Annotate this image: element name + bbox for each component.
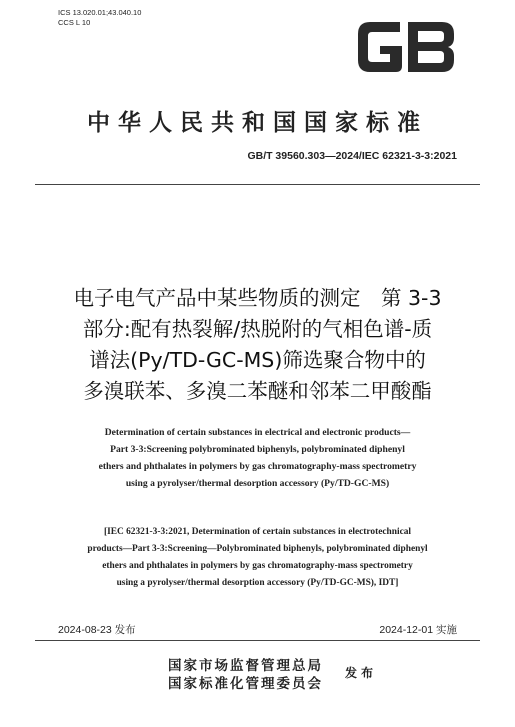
iec-title-line: [IEC 62321-3-3:2021, Determination of certain substances in electrotechnical <box>103 527 412 537</box>
issuer-samr: 国家市场监督管理总局 <box>168 658 323 674</box>
bottom-divider <box>35 640 480 641</box>
standard-number: GB/T 39560.303—2024/IEC 62321-3-3:2021 <box>247 150 457 162</box>
publish-label: 发布 <box>345 666 378 680</box>
english-title-line: using a pyrolyser/thermal desorption accessory (Py/TD-GC-MS) <box>125 478 390 489</box>
chinese-title <box>20 283 495 407</box>
chinese-title-line: 谱法(Py/TD-GC-MS)筛选聚合物中的 <box>89 348 426 372</box>
gb-logo-icon <box>352 16 460 78</box>
iec-equivalent-title <box>30 524 485 592</box>
classification-codes <box>58 8 141 28</box>
iec-title-line: ethers and phthalates in polymers by gas chromatography-mass spectrometry <box>102 561 413 571</box>
top-divider <box>35 184 480 185</box>
iec-title-line: products—Part 3-3:Screening—Polybrominated biphenyls, polybrominated diphenyl <box>87 544 428 554</box>
iec-title-line: using a pyrolyser/thermal desorption accessory (Py/TD-GC-MS), IDT] <box>116 578 399 588</box>
national-standard-title: 中华人民共和国国家标准 <box>87 110 428 136</box>
english-title-line: Determination of certain substances in electrical and electronic products— <box>104 427 411 438</box>
english-title-line: Part 3-3:Screening polybrominated biphenyls, polybrominated diphenyl <box>110 444 405 455</box>
english-title <box>30 424 485 492</box>
chinese-title-line: 多溴联苯、多溴二苯醚和邻苯二甲酸酯 <box>83 379 432 403</box>
ics-code: ICS 13.020.01;43.040.10 <box>58 8 142 17</box>
chinese-title-line: 部分:配有热裂解/热脱附的气相色谱-质 <box>82 317 433 341</box>
ccs-code: CCS L 10 <box>58 18 91 27</box>
issuing-authorities <box>168 657 323 693</box>
chinese-title-line: 电子电气产品中某些物质的测定 第 3-3 <box>73 286 442 310</box>
english-title-line: ethers and phthalates in polymers by gas chromatography-mass spectrometry <box>98 461 417 472</box>
issuer-sac: 国家标准化管理委员会 <box>168 676 323 692</box>
effective-date: 2024-12-01 实施 <box>379 624 457 636</box>
issue-date: 2024-08-23 发布 <box>58 624 136 636</box>
